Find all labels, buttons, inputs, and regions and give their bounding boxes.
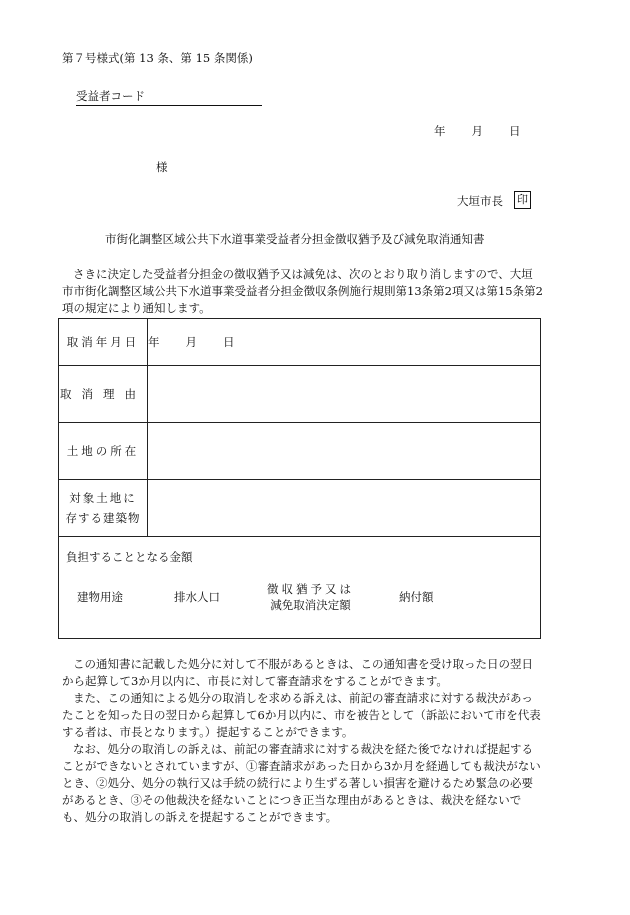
- issue-date-day: 日: [509, 124, 521, 138]
- notice-form-table: [58, 318, 541, 639]
- note-exceptions: なお、処分の取消しの訴えは、前記の審査請求に対する裁決を経た後でなければ提起することができないとされていますが、①審査請求があった日から3か月を経過しても裁決がないとき、②処分、処分の執行又は手続の続行により生ずる著しい損害を避けるため緊急の必要があるとき、③その他裁決を経ないことにつき正当な理由があるときは、裁決を経ないでも、処分の取消しの訴えを提起することができます。: [62, 742, 541, 824]
- col-cancel-amount-line2: 減免取消決定額: [270, 598, 351, 612]
- intro-paragraph: さきに決定した受益者分担金の徴収猶予又は減免は、次のとおり取り消しますので、大垣市市街化調整区域公共下水道事業受益者分担金徴収条例施行規則第13条第2項又は第15条第2項の規定により通知します。: [62, 267, 543, 315]
- amount-section: [59, 537, 541, 639]
- document-title: 市街化調整区域公共下水道事業受益者分担金徴収猶予及び減免取消通知書: [105, 232, 485, 246]
- notes-section: [62, 656, 544, 826]
- land-location-value: [148, 423, 541, 480]
- col-cancel-amount-line1: 徴収猶予又は: [267, 582, 354, 596]
- cancel-date-value: [148, 319, 541, 366]
- recipient-code-field: [76, 88, 262, 106]
- building-label-line2: 存する建築物: [65, 511, 141, 525]
- building-label-line1: 対象土地に: [69, 491, 137, 505]
- cancel-date-day: 日: [223, 335, 235, 349]
- cancel-date-label: 取消年月日: [59, 319, 148, 366]
- row-building: [59, 480, 541, 537]
- building-value: [148, 480, 541, 537]
- form-number: 第７号様式(第 13 条、第 15 条関係): [62, 51, 253, 65]
- recipient-code-label: 受益者コード: [76, 89, 145, 103]
- cancel-reason-label: 取消理由: [59, 366, 148, 423]
- row-cancel-date: [59, 319, 541, 366]
- row-amount: [59, 537, 541, 639]
- row-land-location: [59, 423, 541, 480]
- col-building-use: 建物用途: [77, 590, 123, 604]
- note-appeal: この通知書に記載した処分に対して不服があるときは、この通知書を受け取った日の翌日から起算して3か月以内に、市長に対して審査請求をすることができます。: [62, 657, 533, 688]
- amount-label: 負担することとなる金額: [66, 550, 193, 564]
- recipient-suffix: 様: [156, 160, 168, 174]
- note-lawsuit: また、この通知による処分の取消しを求める訴えは、前記の審査請求に対する裁決があったことを知った日の翌日から起算して6か月以内に、市を被告として（訴訟において市を代表する者は、市長となります。）提起することができます。: [62, 691, 541, 739]
- col-drainage-population: 排水人口: [174, 590, 220, 604]
- cancel-date-year: 年: [148, 335, 160, 349]
- col-cancel-amount: [267, 581, 354, 613]
- row-cancel-reason: [59, 366, 541, 423]
- mayor-title: 大垣市長: [457, 194, 503, 208]
- cancel-date-month: 月: [185, 335, 197, 349]
- issue-date: [434, 123, 521, 139]
- cancel-reason-value: [148, 366, 541, 423]
- col-payment-amount: 納付額: [399, 590, 434, 604]
- seal-stamp-box: 印: [514, 191, 531, 209]
- issue-date-year: 年: [434, 124, 446, 138]
- land-location-label: 土地の所在: [59, 423, 148, 480]
- building-label: [59, 480, 148, 537]
- issue-date-month: 月: [471, 124, 483, 138]
